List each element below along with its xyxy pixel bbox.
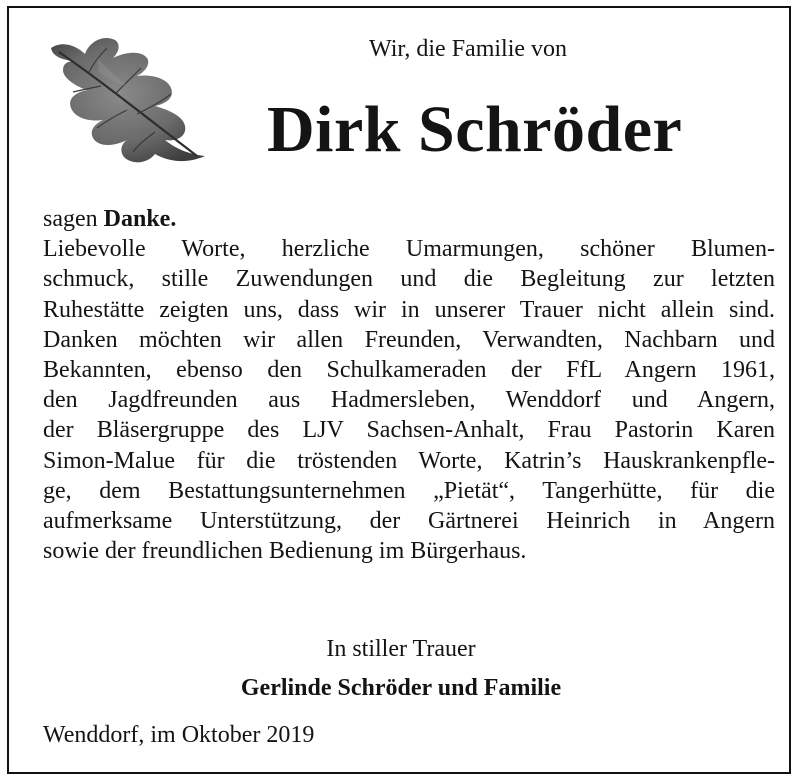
body-line: Bekannten, ebenso den Schulkameraden der FfL Angern 1961, (43, 357, 775, 384)
thank-you-text (43, 204, 775, 566)
body-line: Liebevolle Worte, herzliche Umarmungen, schöner Blumen- (43, 236, 775, 263)
body-line: ge, dem Bestattungsunternehmen „Pietät“, Tangerhütte, für die (43, 477, 775, 504)
body-line: Ruhestätte zeigten uns, dass wir in unserer Trauer nicht allein sind. (43, 296, 775, 323)
body-line: der Bläsergruppe des LJV Sachsen-Anhalt, Frau Pastorin Karen (43, 417, 775, 444)
obituary-notice (7, 6, 791, 774)
oak-leaf-icon (37, 28, 261, 168)
body-line: schmuck, stille Zuwendungen und die Begleitung zur letzten (43, 266, 775, 293)
body-line: sowie der freundlichen Bedienung im Bürgerhaus. (43, 538, 527, 565)
opening-prefix: sagen (43, 206, 104, 232)
opening-emphasis: Danke. (103, 206, 177, 232)
signature: Gerlinde Schröder und Familie (240, 675, 562, 701)
body-line: Simon-Malue für die tröstenden Worte, Katrin’s Hauskrankenpfle- (43, 447, 775, 474)
intro-text: Wir, die Familie von (369, 36, 568, 62)
closing-text: In stiller Trauer (326, 636, 476, 662)
opening-line (43, 204, 775, 234)
deceased-name: Dirk Schröder (267, 93, 683, 166)
body-line: Danken möchten wir allen Freunden, Verwandten, Nachbarn und (43, 326, 775, 353)
body-line: aufmerksame Unterstützung, der Gärtnerei Heinrich in Angern (43, 508, 775, 535)
body-line: den Jagdfreunden aus Hadmersleben, Wenddorf und Angern, (43, 387, 775, 414)
place-date: Wenddorf, im Oktober 2019 (43, 722, 315, 748)
